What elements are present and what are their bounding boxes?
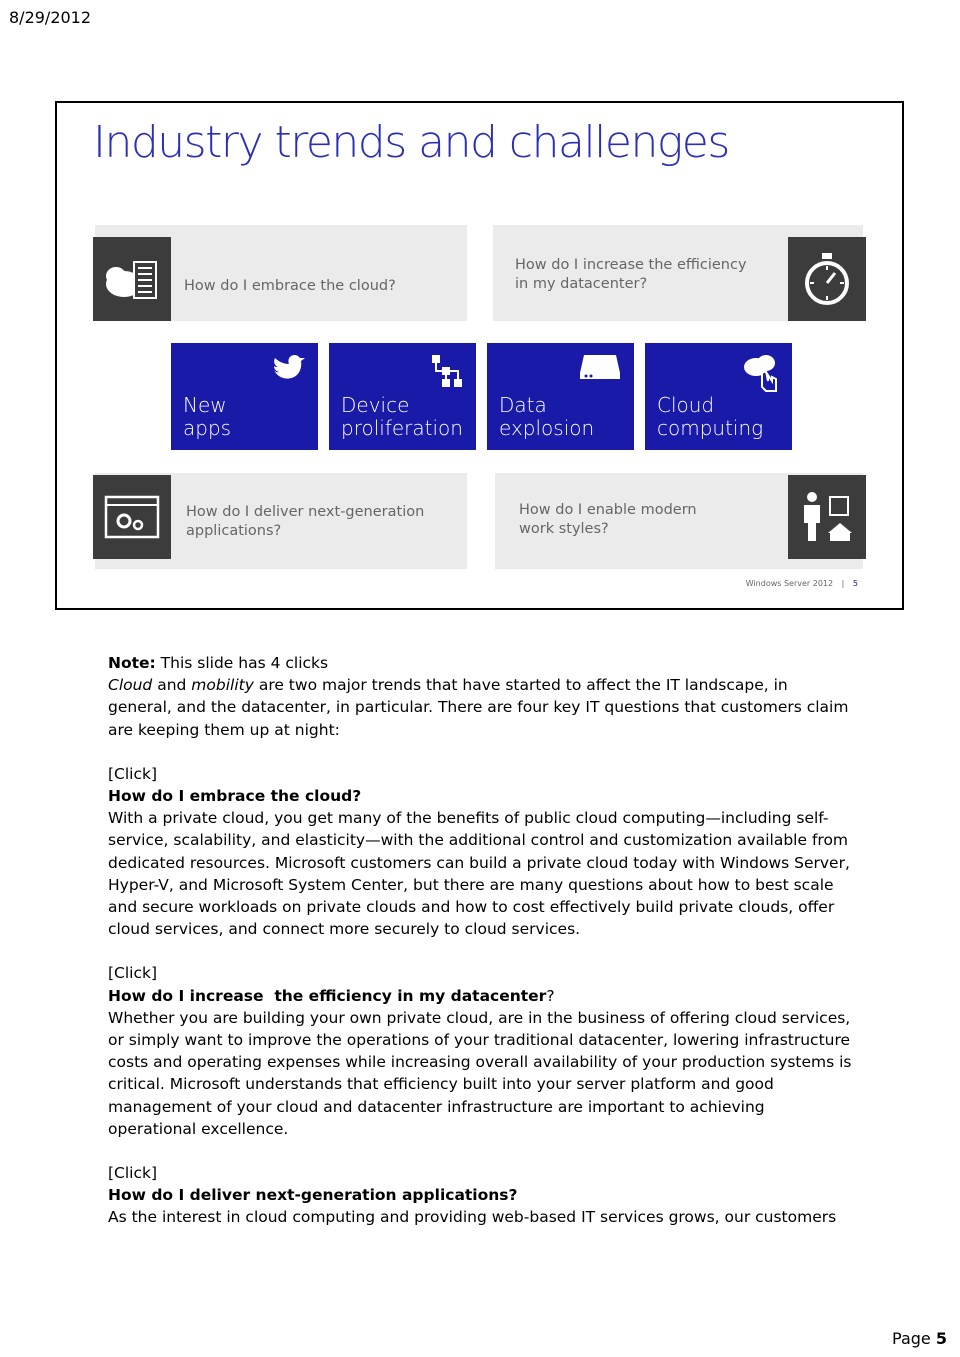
slide-footer-product: Windows Server 2012: [745, 579, 834, 588]
stopwatch-icon-box: [788, 237, 866, 321]
slide-footer-number: 5: [852, 579, 858, 588]
slide-title: Industry trends and challenges: [93, 117, 729, 168]
question-efficiency-line2: in my datacenter?: [515, 276, 648, 292]
work-style-icon-box: [788, 475, 866, 559]
click-marker: [Click]: [108, 764, 158, 783]
section-body: Whether you are building your own private cloud, are in the business of offering cloud services, or simply want to improve the operations of your traditional datacenter, lowering infrastructure costs and operating expenses while increasing overall availability of your production systems is critical. Microsoft understands that efficiency built into your server platform and good management of your cloud and datacenter infrastructure are important to achieving operational excellence.: [108, 1008, 852, 1138]
question-efficiency: [515, 256, 747, 294]
heading-suffix: ?: [546, 986, 555, 1005]
click-marker: [Click]: [108, 1164, 158, 1183]
heading-text: How do I embrace the cloud?: [108, 787, 362, 806]
intro-rest: are two major trends that have started to affect the IT landscape, in general, and the datacenter, in particular. There are four key IT questions that customers claim are keeping them up at night:: [108, 676, 849, 739]
click-marker: [Click]: [108, 964, 158, 983]
slide-image: [55, 101, 904, 610]
cloud-building-icon: [102, 254, 162, 304]
tile-device-proliferation: [329, 343, 476, 450]
tile-line1: Device: [341, 393, 410, 417]
tile-line2: computing: [657, 416, 764, 440]
note-label: Note:: [108, 654, 156, 672]
page-number: [892, 1329, 947, 1348]
tile-label: [183, 394, 231, 440]
tile-line1: Data: [499, 393, 547, 417]
tile-label: [499, 394, 594, 440]
heading-text: How do I deliver next-generation applications?: [108, 1186, 518, 1205]
tile-data-explosion: [487, 343, 634, 450]
tile-label: [341, 394, 463, 440]
tile-line1: New: [183, 393, 227, 417]
intro-paragraph: [108, 674, 853, 741]
question-work-line2: work styles?: [519, 521, 609, 537]
intro-and: and: [152, 676, 192, 695]
intro-mobility: mobility: [191, 676, 254, 695]
app-window-icon-box: [93, 475, 171, 559]
note-line: [108, 652, 853, 674]
cloud-building-icon-box: [93, 237, 171, 321]
intro-cloud: Cloud: [108, 676, 153, 695]
question-apps: [186, 503, 424, 541]
question-cloud: How do I embrace the cloud?: [184, 278, 396, 294]
speaker-notes: [108, 652, 853, 1229]
storage-drive-icon: [578, 353, 622, 381]
tile-label: [657, 394, 763, 440]
bird-icon: [270, 353, 306, 385]
tile-line2: proliferation: [341, 416, 463, 440]
section-heading: [108, 785, 853, 807]
question-work-line1: How do I enable modern: [519, 502, 697, 518]
app-window-gear-icon: [104, 495, 160, 539]
heading-text: How do I increase the efficiency in my datacenter: [108, 986, 547, 1005]
tile-line2: apps: [183, 416, 232, 440]
note-text: This slide has 4 clicks: [155, 654, 329, 672]
question-apps-line1: How do I deliver next-generation: [186, 504, 425, 520]
device-tree-icon: [430, 353, 464, 389]
person-buildings-icon: [798, 489, 856, 545]
print-date: 8/29/2012: [9, 8, 92, 27]
question-efficiency-line1: How do I increase the efficiency: [515, 257, 747, 273]
slide-footer: [746, 579, 858, 588]
tile-cloud-computing: [645, 343, 792, 450]
page-number-value: 5: [935, 1329, 947, 1348]
section-heading: [108, 1184, 853, 1206]
tile-line2: explosion: [499, 416, 595, 440]
tile-line1: Cloud: [657, 393, 715, 417]
section-heading: [108, 985, 853, 1007]
slide-footer-separator: |: [841, 579, 845, 588]
section-body: With a private cloud, you get many of the benefits of public cloud computing—including self-service, scalability, and elasticity—with the additional control and customization available from dedicated resources. Microsoft customers can build a private cloud today with Windows Server, Hyper-V, and Microsoft System Center, but there are many questions about how to best scale and secure workloads on private clouds and how to cost effectively build private clouds, offer cloud services, and connect more securely to cloud services.: [108, 809, 850, 939]
section-body: As the interest in cloud computing and providing web-based IT services grows, our customers: [108, 1208, 837, 1227]
stopwatch-icon: [801, 251, 853, 307]
cloud-touch-icon: [742, 353, 780, 393]
question-apps-line2: applications?: [186, 523, 282, 539]
page-label: Page: [892, 1329, 936, 1348]
question-work: [519, 501, 697, 539]
tile-new-apps: [171, 343, 318, 450]
